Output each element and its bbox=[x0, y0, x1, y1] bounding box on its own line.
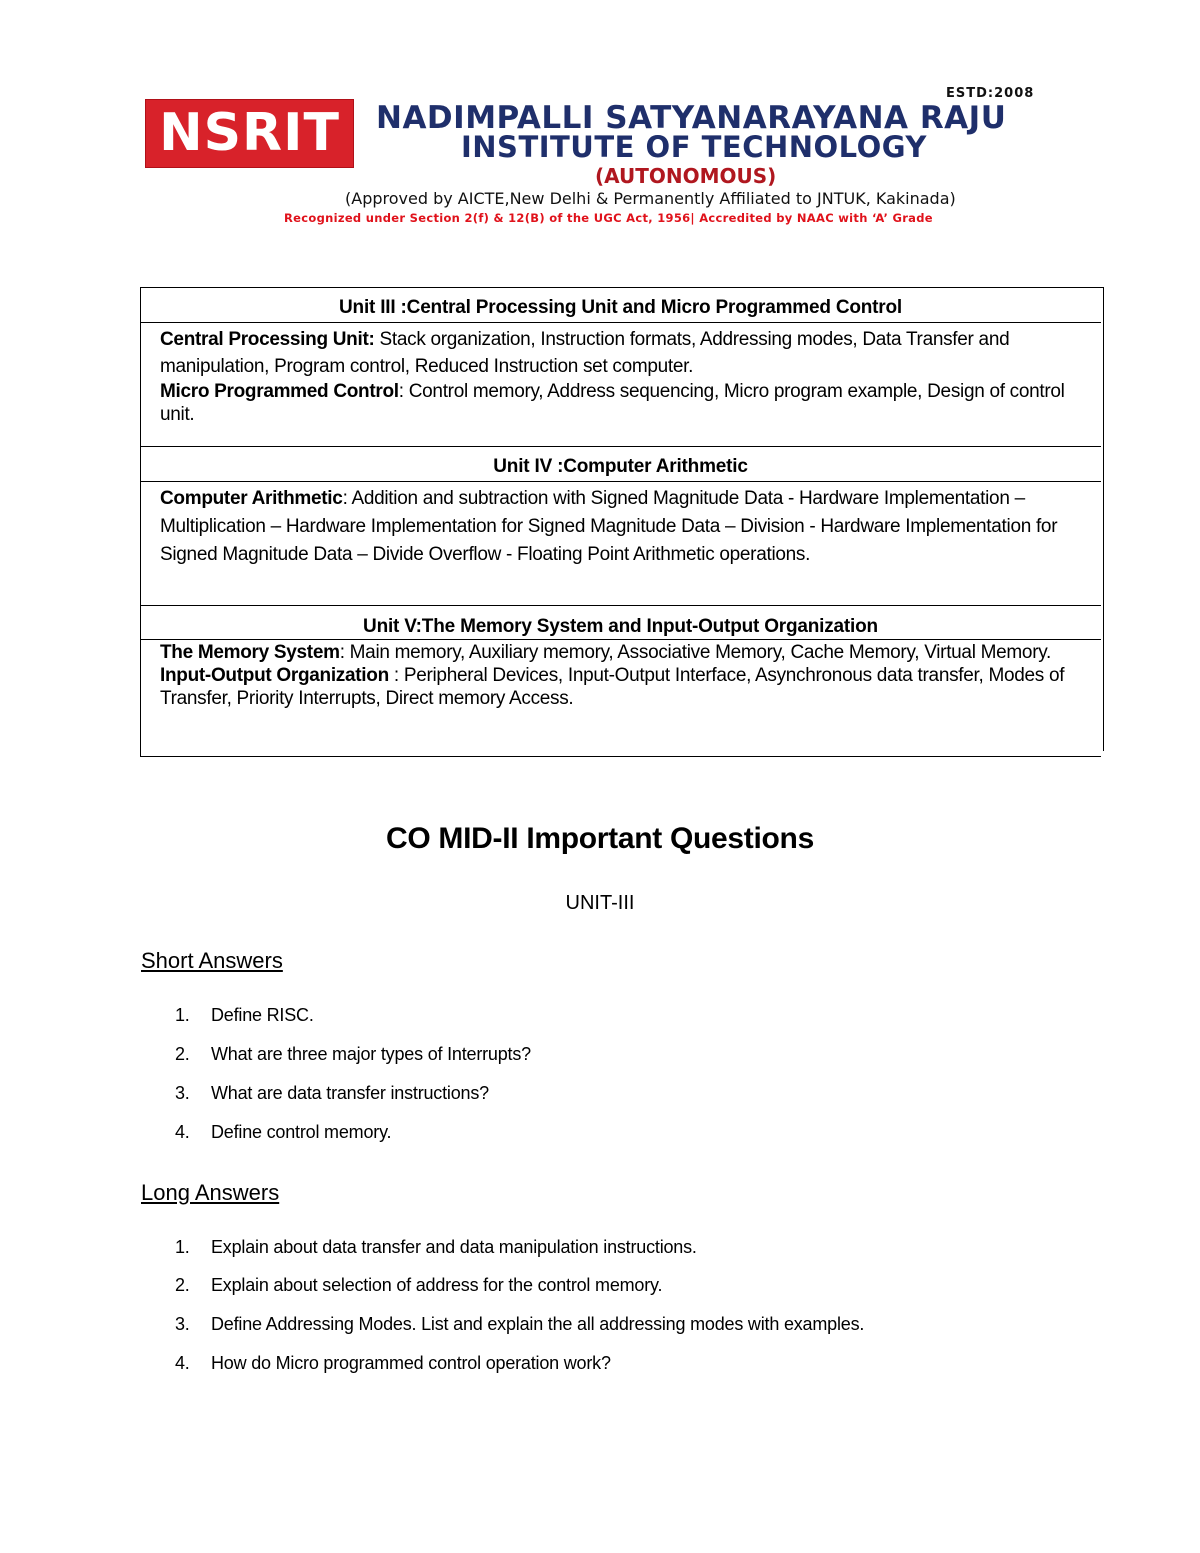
unit5-memory-text: : Main memory, Auxiliary memory, Associative Memory, Cache Memory, Virtual Memory. bbox=[339, 642, 1051, 663]
autonomous-label: (AUTONOMOUS) bbox=[595, 164, 777, 188]
unit-label: UNIT-III bbox=[565, 892, 635, 914]
unit3-cpu-label: Central Processing Unit: bbox=[160, 329, 375, 350]
question-number: 4. bbox=[175, 1122, 190, 1142]
question-number: 2. bbox=[175, 1275, 190, 1295]
question-text: Explain about selection of address for the control memory. bbox=[211, 1275, 663, 1295]
unit5-heading: Unit V:The Memory System and Input-Output Organization bbox=[363, 616, 878, 637]
approval-note: (Approved by AICTE,New Delhi & Permanently Affiliated to JNTUK, Kakinada) bbox=[345, 189, 956, 208]
established-year: ESTD:2008 bbox=[946, 86, 1035, 101]
unit5-content bbox=[160, 641, 1095, 710]
table-rule bbox=[140, 481, 1101, 482]
unit5-memory-label: The Memory System bbox=[160, 642, 340, 663]
short-question-item bbox=[175, 1044, 531, 1065]
logo-text: NSRIT bbox=[159, 103, 340, 163]
table-rule bbox=[140, 287, 1103, 288]
table-rule bbox=[140, 446, 1101, 447]
question-number: 1. bbox=[175, 1237, 190, 1257]
question-number: 1. bbox=[175, 1005, 190, 1025]
question-number: 2. bbox=[175, 1044, 190, 1064]
question-number: 3. bbox=[175, 1314, 190, 1334]
unit4-arith-label: Computer Arithmetic bbox=[160, 488, 343, 509]
table-rule bbox=[140, 756, 1101, 757]
table-rule bbox=[140, 322, 1101, 323]
long-question-item bbox=[175, 1237, 697, 1258]
short-question-item bbox=[175, 1083, 489, 1104]
unit3-heading: Unit III :Central Processing Unit and Micro Programmed Control bbox=[339, 297, 902, 318]
long-answers-heading: Long Answers bbox=[141, 1180, 280, 1205]
unit3-mpc-label: Micro Programmed Control bbox=[160, 381, 399, 402]
short-question-item bbox=[175, 1122, 391, 1143]
short-question-item bbox=[175, 1005, 314, 1026]
unit4-arith-paragraph bbox=[160, 485, 1095, 569]
unit3-cpu-text: Stack organization, Instruction formats, Addressing modes, Data Transfer and manipulation, Program control, Reduced Instruction set computer. bbox=[160, 329, 1010, 377]
institute-name-line2: INSTITUTE OF TECHNOLOGY bbox=[461, 130, 927, 164]
unit4-heading: Unit IV :Computer Arithmetic bbox=[493, 456, 748, 477]
unit4-arith-text: : Addition and subtraction with Signed Magnitude Data - Hardware Implementation – Multiplication – Hardware Implementation for Signed Magnitude Data – Division - Hardware Implementation for Signed Magnitude Data – Divide Overflow - Floating Point Arithmetic operations. bbox=[160, 488, 1058, 565]
unit5-io-text: : Peripheral Devices, Input-Output Interface, Asynchronous data transfer, Modes of Transfer, Priority Interrupts, Direct memory Access. bbox=[160, 665, 1065, 709]
unit3-content bbox=[160, 326, 1095, 426]
question-text: How do Micro programmed control operation work? bbox=[211, 1353, 611, 1373]
question-text: Explain about data transfer and data manipulation instructions. bbox=[211, 1237, 697, 1257]
unit3-cpu-paragraph bbox=[160, 326, 1095, 380]
unit5-io-label: Input-Output Organization bbox=[160, 665, 389, 686]
question-number: 3. bbox=[175, 1083, 190, 1103]
question-text: What are three major types of Interrupts? bbox=[211, 1044, 531, 1064]
page-title: CO MID-II Important Questions bbox=[386, 822, 814, 855]
question-number: 4. bbox=[175, 1353, 190, 1373]
unit3-mpc-text: : Control memory, Address sequencing, Micro program example, Design of control unit. bbox=[160, 381, 1065, 425]
unit5-io-paragraph bbox=[160, 664, 1095, 710]
table-right-border bbox=[1103, 287, 1104, 751]
unit5-memory-paragraph bbox=[160, 641, 1095, 664]
recognition-note: Recognized under Section 2(f) & 12(B) of the UGC Act, 1956| Accredited by NAAC with ‘A’ Grade bbox=[284, 211, 933, 225]
unit4-content bbox=[160, 485, 1095, 569]
short-answers-heading: Short Answers bbox=[141, 948, 283, 973]
unit3-mpc-paragraph bbox=[160, 380, 1095, 426]
question-text: Define Addressing Modes. List and explain the all addressing modes with examples. bbox=[211, 1314, 865, 1334]
long-question-item bbox=[175, 1275, 662, 1296]
question-text: What are data transfer instructions? bbox=[211, 1083, 489, 1103]
long-question-item bbox=[175, 1314, 864, 1335]
institute-name-line1: NADIMPALLI SATYANARAYANA RAJU bbox=[376, 100, 1007, 136]
nsrit-logo bbox=[145, 99, 354, 168]
table-rule bbox=[140, 605, 1101, 606]
question-text: Define control memory. bbox=[211, 1122, 392, 1142]
table-rule bbox=[140, 639, 1101, 640]
long-question-item bbox=[175, 1353, 611, 1374]
question-text: Define RISC. bbox=[211, 1005, 314, 1025]
